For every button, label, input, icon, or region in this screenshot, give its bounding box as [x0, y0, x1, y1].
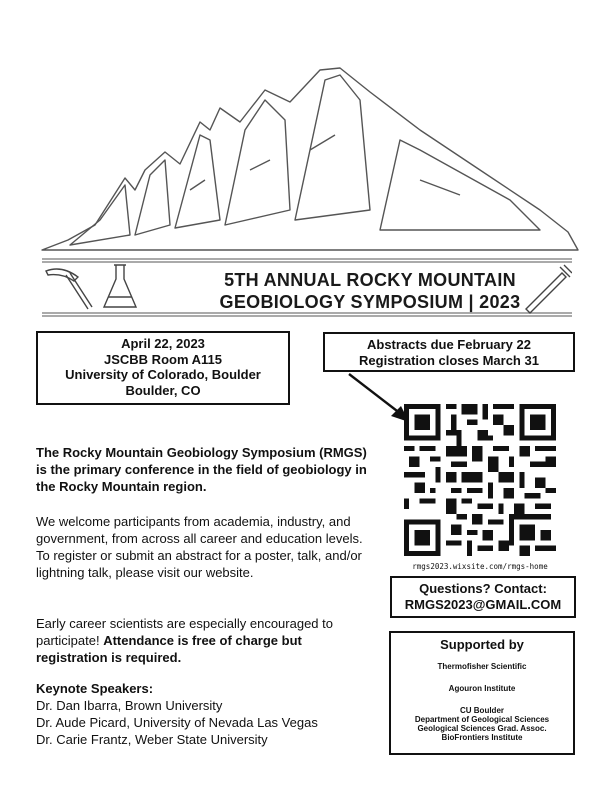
- keynote-heading: Keynote Speakers:: [36, 681, 154, 696]
- event-university: University of Colorado, Boulder: [65, 367, 261, 382]
- sponsor-biofrontiers: BioFrontiers Institute: [441, 733, 523, 742]
- keynote-speaker-3: Dr. Carie Frantz, Weber State University: [36, 732, 268, 747]
- sponsor-thermofisher: Thermofisher Scientific: [437, 662, 527, 671]
- qr-website-url[interactable]: rmgs2023.wixsite.com/rmgs-home: [412, 562, 548, 571]
- symposium-title-line1: 5TH ANNUAL ROCKY MOUNTAIN: [224, 270, 516, 290]
- symposium-title-line2: GEOBIOLOGY SYMPOSIUM | 2023: [219, 292, 521, 312]
- event-room: JSCBB Room A115: [104, 351, 222, 367]
- event-details-box: [36, 331, 290, 405]
- supporters-box: [389, 631, 575, 755]
- early-career-paragraph: [36, 615, 366, 666]
- early-career-text: Early career scientists are especially encouraged to participate!: [36, 616, 333, 648]
- contact-box: [390, 576, 576, 618]
- intro-paragraph: The Rocky Mountain Geobiology Symposium (RMGS) is the primary conference in the field of geobiology in the Rocky Mountain region.: [36, 445, 367, 494]
- sponsor-agouron: Agouron Institute: [448, 684, 516, 693]
- flatirons-mountain-illustration: [40, 60, 580, 260]
- keynote-speakers-section: [36, 680, 366, 748]
- contact-label: Questions? Contact:: [419, 581, 547, 596]
- sponsor-cu-boulder: CU Boulder: [460, 706, 504, 715]
- keynote-speaker-2: Dr. Aude Picard, University of Nevada Las Vegas: [36, 715, 318, 730]
- supporters-title: Supported by: [440, 637, 524, 652]
- contact-email[interactable]: RMGS2023@GMAIL.COM: [404, 597, 562, 612]
- event-city: Boulder, CO: [125, 382, 201, 398]
- flask-icon: [104, 265, 136, 307]
- deadlines-box: [323, 332, 575, 372]
- keynote-speaker-1: Dr. Dan Ibarra, Brown University: [36, 698, 223, 713]
- event-date: April 22, 2023: [121, 336, 205, 351]
- sponsor-geological-sciences-dept: Department of Geological Sciences: [414, 715, 550, 724]
- registration-deadline: Registration closes March 31: [359, 352, 539, 368]
- attendance-note: Attendance is free of charge but registration is required.: [36, 633, 302, 665]
- sponsor-grad-association: Geological Sciences Grad. Assoc.: [417, 724, 547, 733]
- website-qr-code[interactable]: [404, 404, 556, 556]
- rock-hammer-icon: [46, 269, 92, 309]
- abstract-deadline: Abstracts due February 22: [366, 337, 531, 352]
- welcome-paragraph: We welcome participants from academia, industry, and government, from across all career and education levels. To register or submit an abstract for a poster, talk, and/or lightning talk, please visit our website.: [36, 514, 363, 580]
